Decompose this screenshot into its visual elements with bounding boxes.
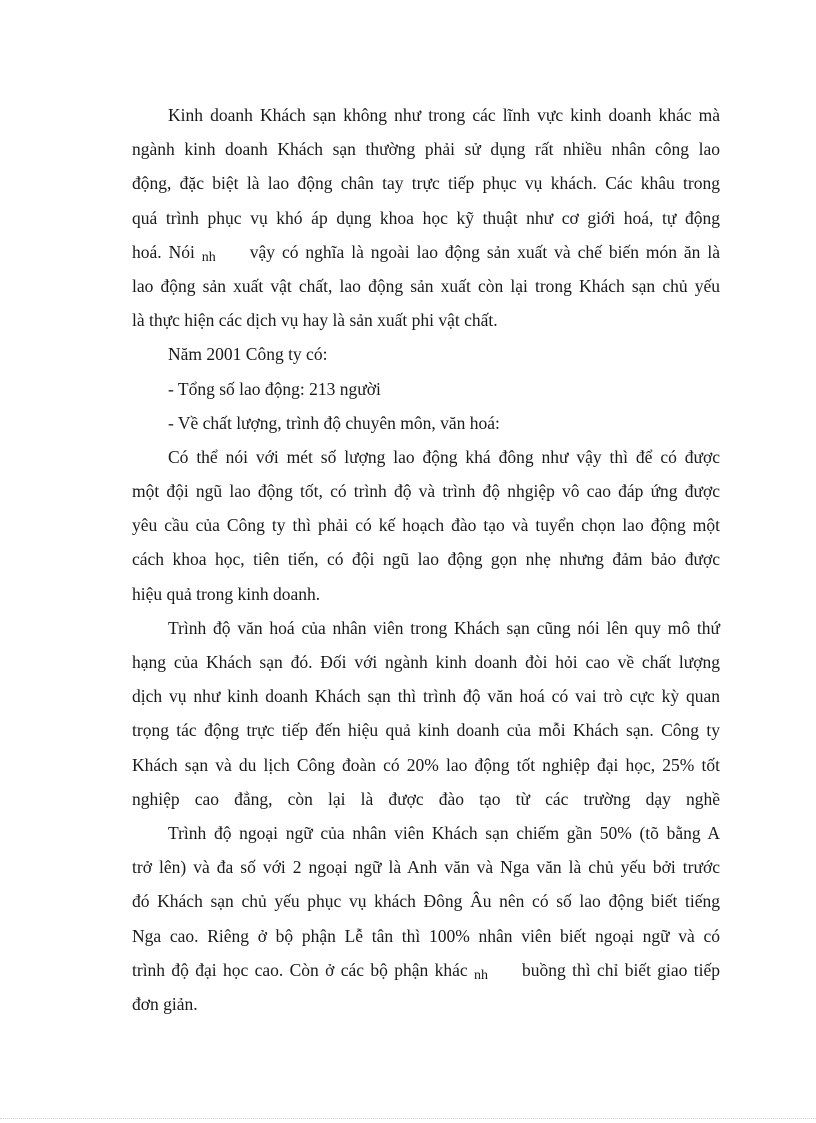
paragraph-4-line-3: đó Khách sạn chủ yếu phục vụ khách Đông Âu nên có số lao động biết tiếng <box>132 891 720 912</box>
paragraph-3-line-6: nghiệp cao đẳng, còn lại là được đào tạo từ các trường dạy nghề <box>132 788 720 809</box>
paragraph-4-line-5-start: trình độ đại học cao. Còn ở các bộ phận khác <box>132 959 468 980</box>
bullet-total-staff: - Tổng số lao động: 213 người <box>168 378 381 399</box>
bullet-quality: - Về chất lượng, trình độ chuyên môn, văn hoá: <box>168 412 500 433</box>
paragraph-1-line-4: quá trình phục vụ khó áp dụng khoa học kỹ thuật như cơ giới hoá, tự động <box>132 207 720 228</box>
paragraph-3-line-2: hạng của Khách sạn đó. Đối với ngành kinh doanh đòi hỏi cao về chất lượng <box>132 652 720 672</box>
paragraph-4-line-1: Trình độ ngoại ngữ của nhân viên Khách sạn chiếm gần 50% (tõ bằng A <box>168 822 720 843</box>
paragraph-1-line-7: là thực hiện các dịch vụ hay là sản xuất phi vật chất. <box>132 310 498 331</box>
paragraph-1-line-3: động, đặc biệt là lao động chân tay trực tiếp phục vụ khách. Các khâu trong <box>132 173 720 194</box>
paragraph-4-line-4: Nga cao. Riêng ở bộ phận Lễ tân thì 100% nhân viên biết ngoại ngữ và có <box>132 925 720 946</box>
paragraph-1-line-2: ngành kinh doanh Khách sạn thường phải sử dụng rất nhiều nhân công lao <box>132 139 720 160</box>
paragraph-1-line-5-start: hoá. Nói <box>132 241 195 262</box>
paragraph-3-line-3: dịch vụ như kinh doanh Khách sạn thì trình độ văn hoá có vai trò cực kỳ quan <box>132 686 720 707</box>
paragraph-1-line-5-end: vậy có nghĩa là ngoài lao động sản xuất và chế biến món ăn là <box>249 241 720 262</box>
paragraph-3-line-1: Trình độ văn hoá của nhân viên trong Khách sạn cũng nói lên quy mô thứ <box>168 617 720 638</box>
page-bottom-rule <box>0 1118 816 1119</box>
paragraph-1-line-6: lao động sản xuất vật chất, lao động sản xuất còn lại trong Khách sạn chủ yếu <box>132 275 720 296</box>
paragraph-1-line-1: Kinh doanh Khách sạn không như trong các lĩnh vực kinh doanh khác mà <box>168 105 720 125</box>
paragraph-3-line-5: Khách sạn và du lịch Công đoàn có 20% lao động tốt nghiệp đại học, 25% tốt <box>132 754 720 775</box>
document-body <box>132 98 720 1021</box>
paragraph-4-line-2: trở lên) và đa số với 2 ngoại ngữ là Anh văn và Nga văn là chủ yếu bởi trước <box>132 857 720 878</box>
paragraph-3-line-4: trọng tác động trực tiếp đến hiệu quả kinh doanh của mỗi Khách sạn. Công ty <box>132 720 720 741</box>
paragraph-2-line-1: Có thể nói với mét số lượng lao động khá đông như vậy thì để có được <box>168 446 720 467</box>
paragraph-2-line-2: một đội ngũ lao động tốt, có trình độ và trình độ nhgiệp vô cao đáp ứng được <box>132 481 720 502</box>
year-line: Năm 2001 Công ty có: <box>168 344 328 365</box>
paragraph-2-line-5: hiệu quả trong kinh doanh. <box>132 583 321 604</box>
paragraph-1-line-5-fragment: nh <box>201 249 216 265</box>
paragraph-4-line-5-fragment: nh <box>474 967 489 983</box>
paragraph-1-line-5 <box>132 235 720 269</box>
paragraph-4-line-5-end: buồng thì chỉ biết giao tiếp <box>522 959 721 980</box>
paragraph-4-line-6: đơn giản. <box>132 993 198 1014</box>
paragraph-2-line-4: cách khoa học, tiên tiến, có đội ngũ lao động gọn nhẹ nhưng đảm bảo được <box>132 549 720 570</box>
paragraph-4-line-5 <box>132 953 720 987</box>
paragraph-2-line-3: yêu cầu của Công ty thì phải có kế hoạch đào tạo và tuyển chọn lao động một <box>132 515 720 536</box>
